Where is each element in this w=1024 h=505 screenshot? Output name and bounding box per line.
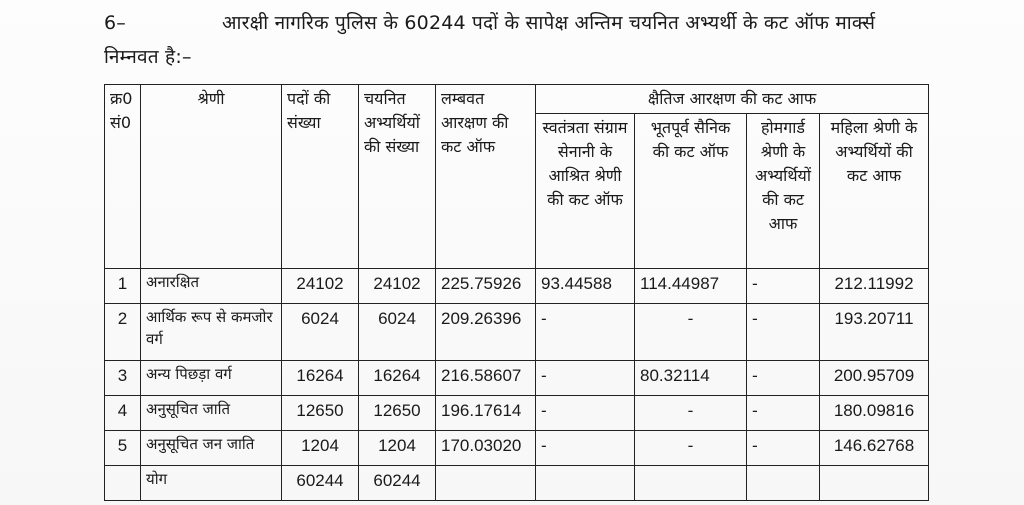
heading-line-1: आरक्षी नागरिक पुलिस के 60244 पदों के सापेक्ष अन्तिम चयनित अभ्यर्थी के कट ऑफ मार्क्स [222, 12, 876, 34]
cell-vertical: 225.75926 [436, 269, 536, 304]
header-ex-servicemen: भूतपूर्व सैनिक की कट ऑफ [635, 114, 747, 269]
table-row [105, 361, 929, 396]
header-sno: क्र0 सं0 [105, 85, 141, 269]
table-row [105, 269, 929, 304]
cell-posts: 24102 [282, 269, 359, 304]
cell-home-guard: - [747, 396, 820, 431]
total-row [105, 466, 929, 501]
cell-sno: 5 [105, 431, 141, 466]
cell-sno: 3 [105, 361, 141, 396]
cell-empty [747, 466, 820, 501]
header-home-guard: होमगार्ड श्रेणी के अभ्यर्थियों की कट आफ [747, 114, 820, 269]
cell-selected: 6024 [359, 304, 436, 361]
cell-ex-servicemen: 114.44987 [635, 269, 747, 304]
cell-selected: 24102 [359, 269, 436, 304]
cell-ex-servicemen: - [635, 396, 747, 431]
header-freedom-fighter: स्वतंत्रता संग्राम सेनानी के आश्रित श्रेणी की कट ऑफ [536, 114, 635, 269]
cell-empty [105, 466, 141, 501]
cell-selected: 1204 [359, 431, 436, 466]
cell-posts: 1204 [282, 431, 359, 466]
table-row [105, 396, 929, 431]
header-posts: पदों की संख्या [282, 85, 359, 269]
cell-category: अनारक्षित [141, 269, 282, 304]
cell-total-label: योग [141, 466, 282, 501]
cell-women: 180.09816 [820, 396, 929, 431]
cell-vertical: 196.17614 [436, 396, 536, 431]
header-row-1 [105, 85, 929, 114]
cell-freedom-fighter: - [536, 396, 635, 431]
cell-sno: 4 [105, 396, 141, 431]
cell-women: 193.20711 [820, 304, 929, 361]
cell-empty [436, 466, 536, 501]
cell-women: 200.95709 [820, 361, 929, 396]
cell-home-guard: - [747, 431, 820, 466]
cell-ex-servicemen: 80.32114 [635, 361, 747, 396]
header-selected: चयनित अभ्यर्थियों की संख्या [359, 85, 436, 269]
cell-home-guard: - [747, 361, 820, 396]
cell-empty [635, 466, 747, 501]
cell-home-guard: - [747, 269, 820, 304]
header-horizontal-group: क्षैतिज आरक्षण की कट आफ [536, 85, 929, 114]
cell-total-posts: 60244 [282, 466, 359, 501]
cell-sno: 2 [105, 304, 141, 361]
header-women: महिला श्रेणी के अभ्यर्थियों की कट आफ [820, 114, 929, 269]
section-heading [104, 6, 934, 74]
cell-posts: 6024 [282, 304, 359, 361]
section-number: 6– [104, 12, 126, 34]
cell-vertical: 209.26396 [436, 304, 536, 361]
cell-ex-servicemen: - [635, 304, 747, 361]
cell-category: अन्य पिछड़ा वर्ग [141, 361, 282, 396]
cell-selected: 16264 [359, 361, 436, 396]
cell-category: अनुसूचित जाति [141, 396, 282, 431]
cell-home-guard: - [747, 304, 820, 361]
cell-sno: 1 [105, 269, 141, 304]
header-category: श्रेणी [141, 85, 282, 269]
cell-vertical: 216.58607 [436, 361, 536, 396]
cell-category: आर्थिक रूप से कमजोर वर्ग [141, 304, 282, 361]
table-row [105, 304, 929, 361]
table-row [105, 431, 929, 466]
cell-freedom-fighter: - [536, 361, 635, 396]
cell-ex-servicemen: - [635, 431, 747, 466]
cell-vertical: 170.03020 [436, 431, 536, 466]
cell-posts: 16264 [282, 361, 359, 396]
cell-empty [536, 466, 635, 501]
cutoff-marks-table [104, 84, 929, 501]
cell-category: अनुसूचित जन जाति [141, 431, 282, 466]
cell-freedom-fighter: - [536, 304, 635, 361]
cell-posts: 12650 [282, 396, 359, 431]
header-vertical-cutoff: लम्बवत आरक्षण की कट ऑफ [436, 85, 536, 269]
cell-women: 146.62768 [820, 431, 929, 466]
cell-women: 212.11992 [820, 269, 929, 304]
cell-selected: 12650 [359, 396, 436, 431]
cell-freedom-fighter: 93.44588 [536, 269, 635, 304]
cell-freedom-fighter: - [536, 431, 635, 466]
cell-empty [820, 466, 929, 501]
cell-total-selected: 60244 [359, 466, 436, 501]
heading-line-2: निम्नवत है:– [104, 46, 192, 68]
